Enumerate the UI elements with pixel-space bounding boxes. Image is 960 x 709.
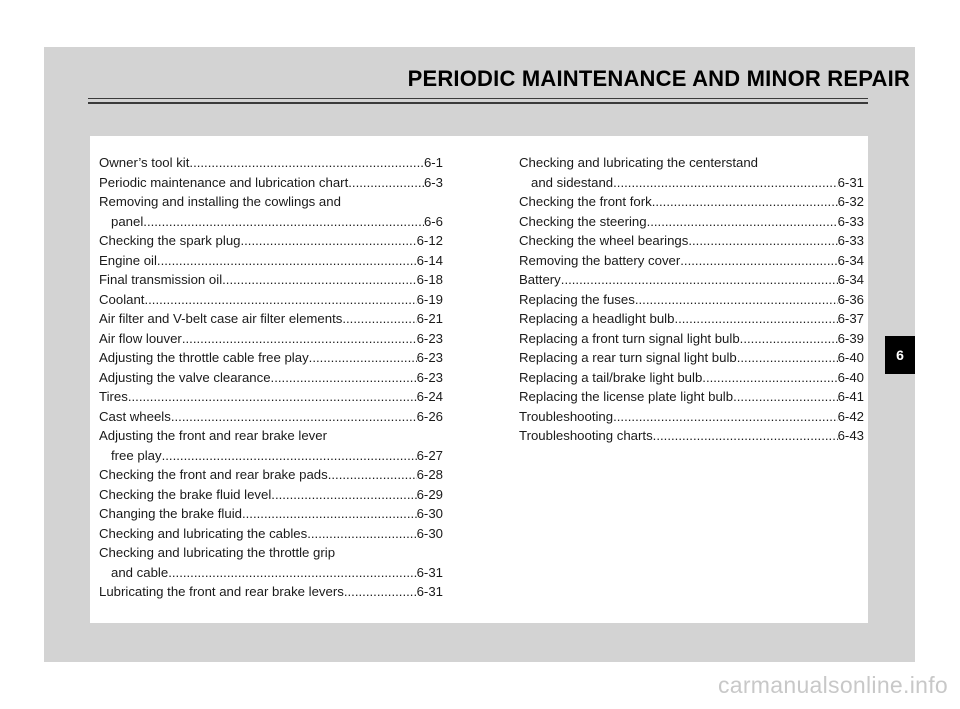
toc-panel	[90, 136, 868, 623]
toc-entry-title: Replacing the license plate light bulb	[519, 389, 734, 404]
toc-entry[interactable]	[99, 251, 443, 271]
toc-entry-page: 6-41	[837, 389, 864, 404]
toc-entry[interactable]	[99, 524, 443, 544]
toc-dot-leader	[561, 270, 838, 290]
toc-entry[interactable]	[519, 368, 864, 388]
toc-dot-leader	[635, 290, 838, 310]
toc-entry-title: Final transmission oil	[99, 272, 223, 287]
toc-dot-leader	[613, 173, 837, 193]
toc-entry[interactable]	[519, 407, 864, 427]
toc-dot-leader	[271, 485, 416, 505]
toc-entry-title: Replacing the fuses	[519, 291, 635, 307]
toc-entry[interactable]	[99, 387, 443, 407]
toc-entry	[99, 426, 443, 446]
toc-entry[interactable]	[99, 504, 443, 524]
toc-entry-title: Checking and lubricating the cables	[99, 525, 308, 541]
toc-entry[interactable]	[99, 446, 443, 466]
toc-entry	[519, 153, 864, 173]
toc-entry-page: 6-23	[416, 369, 443, 385]
toc-dot-leader	[674, 309, 837, 329]
toc-entry-title: Checking the brake fluid level	[99, 486, 272, 502]
toc-dot-leader	[647, 212, 838, 232]
toc-dot-leader	[222, 270, 416, 290]
toc-entry[interactable]	[519, 348, 864, 368]
toc-column-left	[99, 153, 443, 602]
toc-entry[interactable]	[99, 270, 443, 290]
toc-entry-title: Replacing a front turn signal light bulb	[519, 330, 740, 346]
toc-entry-page: 6-26	[416, 408, 443, 424]
toc-entry-title: Checking and lubricating the throttle grip	[99, 545, 336, 560]
toc-entry-page: 6-18	[416, 272, 443, 287]
toc-entry-title: Owner’s tool kit	[99, 155, 190, 170]
toc-entry[interactable]	[99, 582, 443, 602]
toc-entry[interactable]	[99, 212, 443, 232]
toc-dot-leader	[242, 504, 417, 524]
toc-dot-leader	[613, 407, 838, 427]
toc-entry-title: Air flow louver	[99, 330, 182, 346]
toc-entry[interactable]	[99, 153, 443, 173]
toc-entry-page: 6-34	[837, 272, 864, 287]
toc-dot-leader	[737, 348, 838, 368]
toc-dot-leader	[688, 231, 837, 251]
toc-entry-page: 6-28	[416, 467, 443, 482]
toc-entry-page: 6-6	[423, 213, 443, 229]
toc-entry-page: 6-34	[837, 252, 864, 268]
toc-entry[interactable]	[99, 173, 443, 193]
toc-entry[interactable]	[519, 192, 864, 212]
toc-entry-title: Removing and installing the cowlings and	[99, 194, 341, 209]
toc-entry-page: 6-27	[416, 447, 443, 463]
toc-entry[interactable]	[99, 563, 443, 583]
chapter-tab[interactable]: 6	[885, 336, 915, 374]
toc-entry-page: 6-30	[416, 506, 443, 521]
toc-entry-title: and cable	[111, 564, 169, 580]
toc-entry-page: 6-33	[837, 233, 864, 248]
toc-entry-title: Battery	[519, 272, 561, 287]
toc-entry-title: Replacing a rear turn signal light bulb	[519, 350, 737, 365]
toc-dot-leader	[171, 407, 417, 427]
toc-entry-title: Periodic maintenance and lubrication chart	[99, 174, 349, 190]
toc-entry-title: Lubricating the front and rear brake levers	[99, 584, 344, 599]
header-divider-thin	[88, 98, 868, 99]
toc-entry-page: 6-21	[416, 311, 443, 326]
toc-entry-title: Replacing a tail/brake light bulb	[519, 369, 703, 385]
toc-entry-page: 6-31	[837, 174, 864, 190]
toc-entry-title: Replacing a headlight bulb	[519, 311, 675, 326]
toc-dot-leader	[652, 192, 838, 212]
toc-entry[interactable]	[99, 329, 443, 349]
toc-entry-title: Cast wheels	[99, 408, 171, 424]
toc-entry[interactable]	[99, 231, 443, 251]
toc-entry[interactable]	[519, 212, 864, 232]
toc-entry[interactable]	[99, 485, 443, 505]
toc-entry[interactable]	[519, 173, 864, 193]
toc-column-right	[519, 153, 864, 446]
toc-entry[interactable]	[519, 290, 864, 310]
toc-entry-page: 6-23	[416, 330, 443, 346]
toc-entry-title: panel	[111, 213, 144, 229]
toc-entry-page: 6-33	[837, 213, 864, 229]
toc-dot-leader	[143, 212, 424, 232]
toc-entry-title: and sidestand	[531, 174, 614, 190]
toc-dot-leader	[157, 251, 417, 271]
toc-dot-leader	[182, 329, 417, 349]
toc-entry-page: 6-3	[423, 174, 443, 190]
toc-entry-page: 6-32	[837, 194, 864, 209]
toc-entry-title: Adjusting the valve clearance	[99, 369, 271, 385]
toc-dot-leader	[740, 329, 838, 349]
toc-entry[interactable]	[519, 387, 864, 407]
toc-dot-leader	[309, 348, 417, 368]
toc-dot-leader	[189, 153, 424, 173]
toc-entry-page: 6-30	[416, 525, 443, 541]
toc-dot-leader	[168, 563, 416, 583]
toc-entry-page: 6-43	[837, 428, 864, 443]
toc-entry-title: Removing the battery cover	[519, 252, 681, 268]
toc-entry-page: 6-23	[416, 350, 443, 365]
toc-entry-title: Troubleshooting	[519, 408, 614, 424]
toc-entry-page: 6-1	[423, 155, 443, 170]
toc-entry-page: 6-39	[837, 330, 864, 346]
toc-dot-leader	[162, 446, 417, 466]
toc-entry-page: 6-42	[837, 408, 864, 424]
toc-entry[interactable]	[99, 407, 443, 427]
toc-entry-title: Troubleshooting charts	[519, 428, 653, 443]
toc-entry[interactable]	[99, 309, 443, 329]
toc-entry-title: Checking the wheel bearings	[519, 233, 689, 248]
toc-entry[interactable]	[519, 231, 864, 251]
toc-entry	[99, 543, 443, 563]
toc-entry[interactable]	[519, 426, 864, 446]
toc-entry-page: 6-12	[416, 233, 443, 248]
toc-entry-title: Checking and lubricating the centerstand	[519, 155, 758, 170]
toc-dot-leader	[344, 582, 417, 602]
toc-entry-page: 6-19	[416, 291, 443, 307]
toc-entry-page: 6-14	[416, 252, 443, 268]
toc-entry-page: 6-40	[837, 350, 864, 365]
toc-entry[interactable]	[99, 368, 443, 388]
toc-dot-leader	[653, 426, 838, 446]
toc-entry-page: 6-31	[416, 564, 443, 580]
toc-entry-title: Adjusting the front and rear brake lever	[99, 428, 327, 443]
header-divider-thick	[88, 102, 868, 104]
toc-dot-leader	[342, 309, 416, 329]
toc-entry-page: 6-36	[837, 291, 864, 307]
toc-dot-leader	[680, 251, 837, 271]
toc-entry[interactable]	[99, 290, 443, 310]
toc-entry[interactable]	[519, 329, 864, 349]
page-title: PERIODIC MAINTENANCE AND MINOR REPAIR	[407, 66, 910, 91]
watermark: carmanualsonline.info	[717, 672, 948, 698]
toc-entry-page: 6-31	[416, 584, 443, 599]
toc-entry	[99, 192, 443, 212]
toc-entry-page: 6-24	[416, 389, 443, 404]
toc-entry-title: free play	[111, 447, 162, 463]
toc-dot-leader	[348, 173, 424, 193]
toc-entry[interactable]	[99, 465, 443, 485]
toc-dot-leader	[307, 524, 416, 544]
toc-entry-title: Air filter and V-belt case air filter elements	[99, 311, 343, 326]
toc-entry-page: 6-37	[837, 311, 864, 326]
toc-dot-leader	[702, 368, 837, 388]
toc-entry[interactable]	[519, 251, 864, 271]
toc-dot-leader	[128, 387, 417, 407]
toc-entry-title: Engine oil	[99, 252, 157, 268]
toc-entry[interactable]	[519, 309, 864, 329]
toc-dot-leader	[328, 465, 417, 485]
toc-entry[interactable]	[519, 270, 864, 290]
toc-entry-title: Checking the steering	[519, 213, 647, 229]
toc-entry-title: Checking the front fork	[519, 194, 652, 209]
toc-entry[interactable]	[99, 348, 443, 368]
toc-entry-title: Adjusting the throttle cable free play	[99, 350, 309, 365]
toc-entry-title: Coolant	[99, 291, 145, 307]
toc-entry-title: Tires	[99, 389, 128, 404]
toc-dot-leader	[144, 290, 416, 310]
toc-dot-leader	[240, 231, 416, 251]
toc-entry-page: 6-29	[416, 486, 443, 502]
toc-entry-title: Changing the brake fluid	[99, 506, 242, 521]
toc-entry-title: Checking the front and rear brake pads	[99, 467, 328, 482]
toc-entry-title: Checking the spark plug	[99, 233, 241, 248]
toc-entry-page: 6-40	[837, 369, 864, 385]
toc-dot-leader	[733, 387, 838, 407]
toc-dot-leader	[271, 368, 417, 388]
